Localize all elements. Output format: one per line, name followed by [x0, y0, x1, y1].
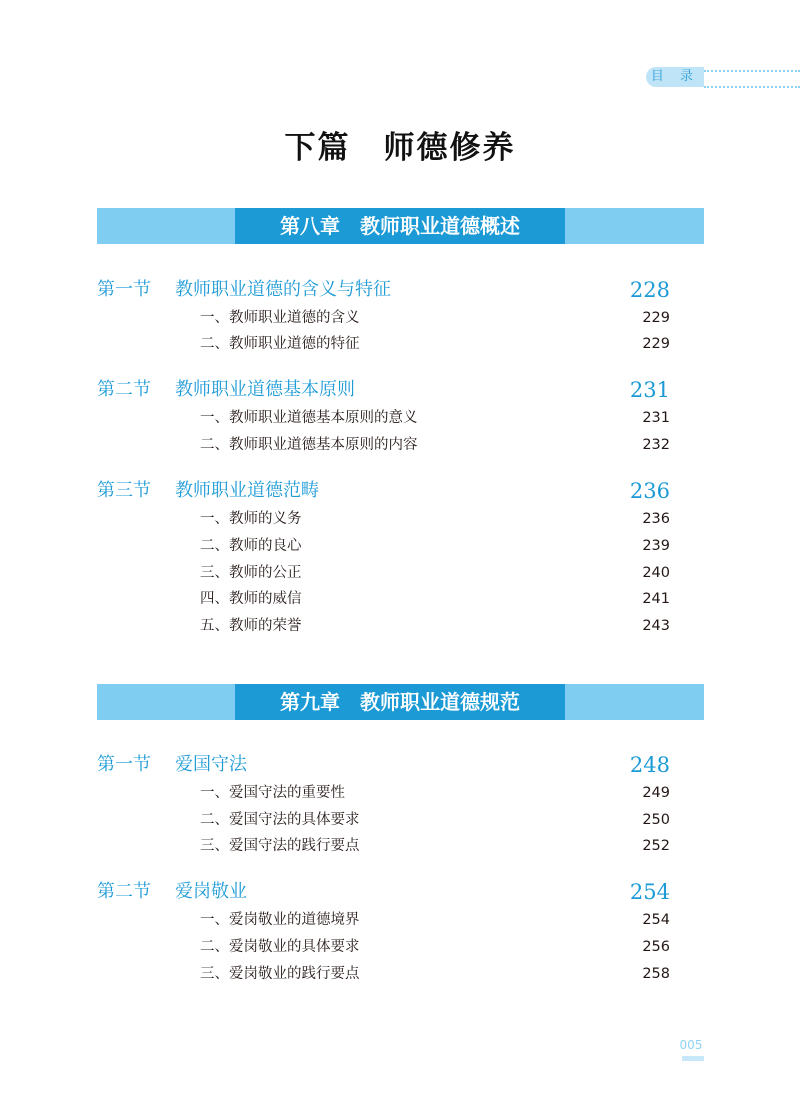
item-title: 二、教师职业道德的特征 [200, 336, 360, 352]
section-number: 第三节 [97, 480, 151, 501]
chapter-title: 第九章 教师职业道德规范 [235, 684, 565, 720]
item-page: 229 [642, 336, 670, 352]
item-page: 258 [642, 966, 670, 982]
toc-item[interactable] [200, 834, 670, 858]
item-title: 三、教师的公正 [200, 565, 302, 581]
toc-item[interactable] [200, 587, 670, 611]
toc-item[interactable] [200, 614, 670, 638]
toc-item[interactable] [200, 534, 670, 558]
chapter-band-9 [97, 684, 704, 720]
item-title: 一、教师职业道德基本原则的意义 [200, 410, 418, 426]
item-page: 239 [642, 538, 670, 554]
item-page: 236 [642, 511, 670, 527]
item-page: 241 [642, 591, 670, 607]
section-page: 248 [629, 753, 670, 777]
section-title: 教师职业道德的含义与特征 [175, 279, 391, 300]
section-title: 教师职业道德范畴 [175, 480, 319, 501]
item-title: 三、爱国守法的践行要点 [200, 838, 360, 854]
item-page: 229 [642, 310, 670, 326]
item-page: 243 [642, 618, 670, 634]
section-number: 第二节 [97, 881, 151, 902]
section-number: 第一节 [97, 279, 151, 300]
section-page: 236 [629, 479, 670, 503]
toc-item[interactable] [200, 332, 670, 356]
item-title: 二、爱国守法的具体要求 [200, 812, 360, 828]
toc-item[interactable] [200, 808, 670, 832]
section-page: 254 [629, 880, 670, 904]
item-title: 二、爱岗敬业的具体要求 [200, 939, 360, 955]
toc-section[interactable] [97, 477, 670, 505]
header-dotted-rule [704, 70, 800, 88]
item-title: 一、教师的义务 [200, 511, 302, 527]
item-page: 249 [642, 785, 670, 801]
section-number: 第一节 [97, 754, 151, 775]
section-page: 228 [629, 278, 670, 302]
chapter-band-8 [97, 208, 704, 244]
toc-item[interactable] [200, 781, 670, 805]
section-title: 爱岗敬业 [175, 881, 247, 902]
section-number: 第二节 [97, 379, 151, 400]
item-page: 256 [642, 939, 670, 955]
toc-item[interactable] [200, 406, 670, 430]
item-page: 231 [642, 410, 670, 426]
item-title: 二、教师职业道德基本原则的内容 [200, 437, 418, 453]
toc-section[interactable] [97, 751, 670, 779]
page-number-bar [682, 1056, 704, 1061]
item-title: 一、爱国守法的重要性 [200, 785, 345, 801]
item-title: 一、教师职业道德的含义 [200, 310, 360, 326]
section-title: 爱国守法 [175, 754, 247, 775]
part-title: 下篇 师德修养 [284, 130, 516, 166]
toc-item[interactable] [200, 306, 670, 330]
item-title: 四、教师的威信 [200, 591, 302, 607]
item-title: 二、教师的良心 [200, 538, 302, 554]
toc-section[interactable] [97, 376, 670, 404]
item-page: 240 [642, 565, 670, 581]
toc-section[interactable] [97, 276, 670, 304]
section-page: 231 [629, 378, 670, 402]
item-page: 232 [642, 437, 670, 453]
item-page: 250 [642, 812, 670, 828]
toc-item[interactable] [200, 507, 670, 531]
item-title: 三、爱岗敬业的践行要点 [200, 966, 360, 982]
toc-section[interactable] [97, 878, 670, 906]
chapter-title: 第八章 教师职业道德概述 [235, 208, 565, 244]
toc-item[interactable] [200, 433, 670, 457]
section-title: 教师职业道德基本原则 [175, 379, 355, 400]
toc-item[interactable] [200, 935, 670, 959]
item-page: 252 [642, 838, 670, 854]
item-title: 五、教师的荣誉 [200, 618, 302, 634]
item-page: 254 [642, 912, 670, 928]
toc-item[interactable] [200, 561, 670, 585]
toc-item[interactable] [200, 962, 670, 986]
toc-item[interactable] [200, 908, 670, 932]
toc-header-tab: 目 录 [646, 67, 704, 87]
item-title: 一、爱岗敬业的道德境界 [200, 912, 360, 928]
page-number: 005 [679, 1038, 703, 1052]
